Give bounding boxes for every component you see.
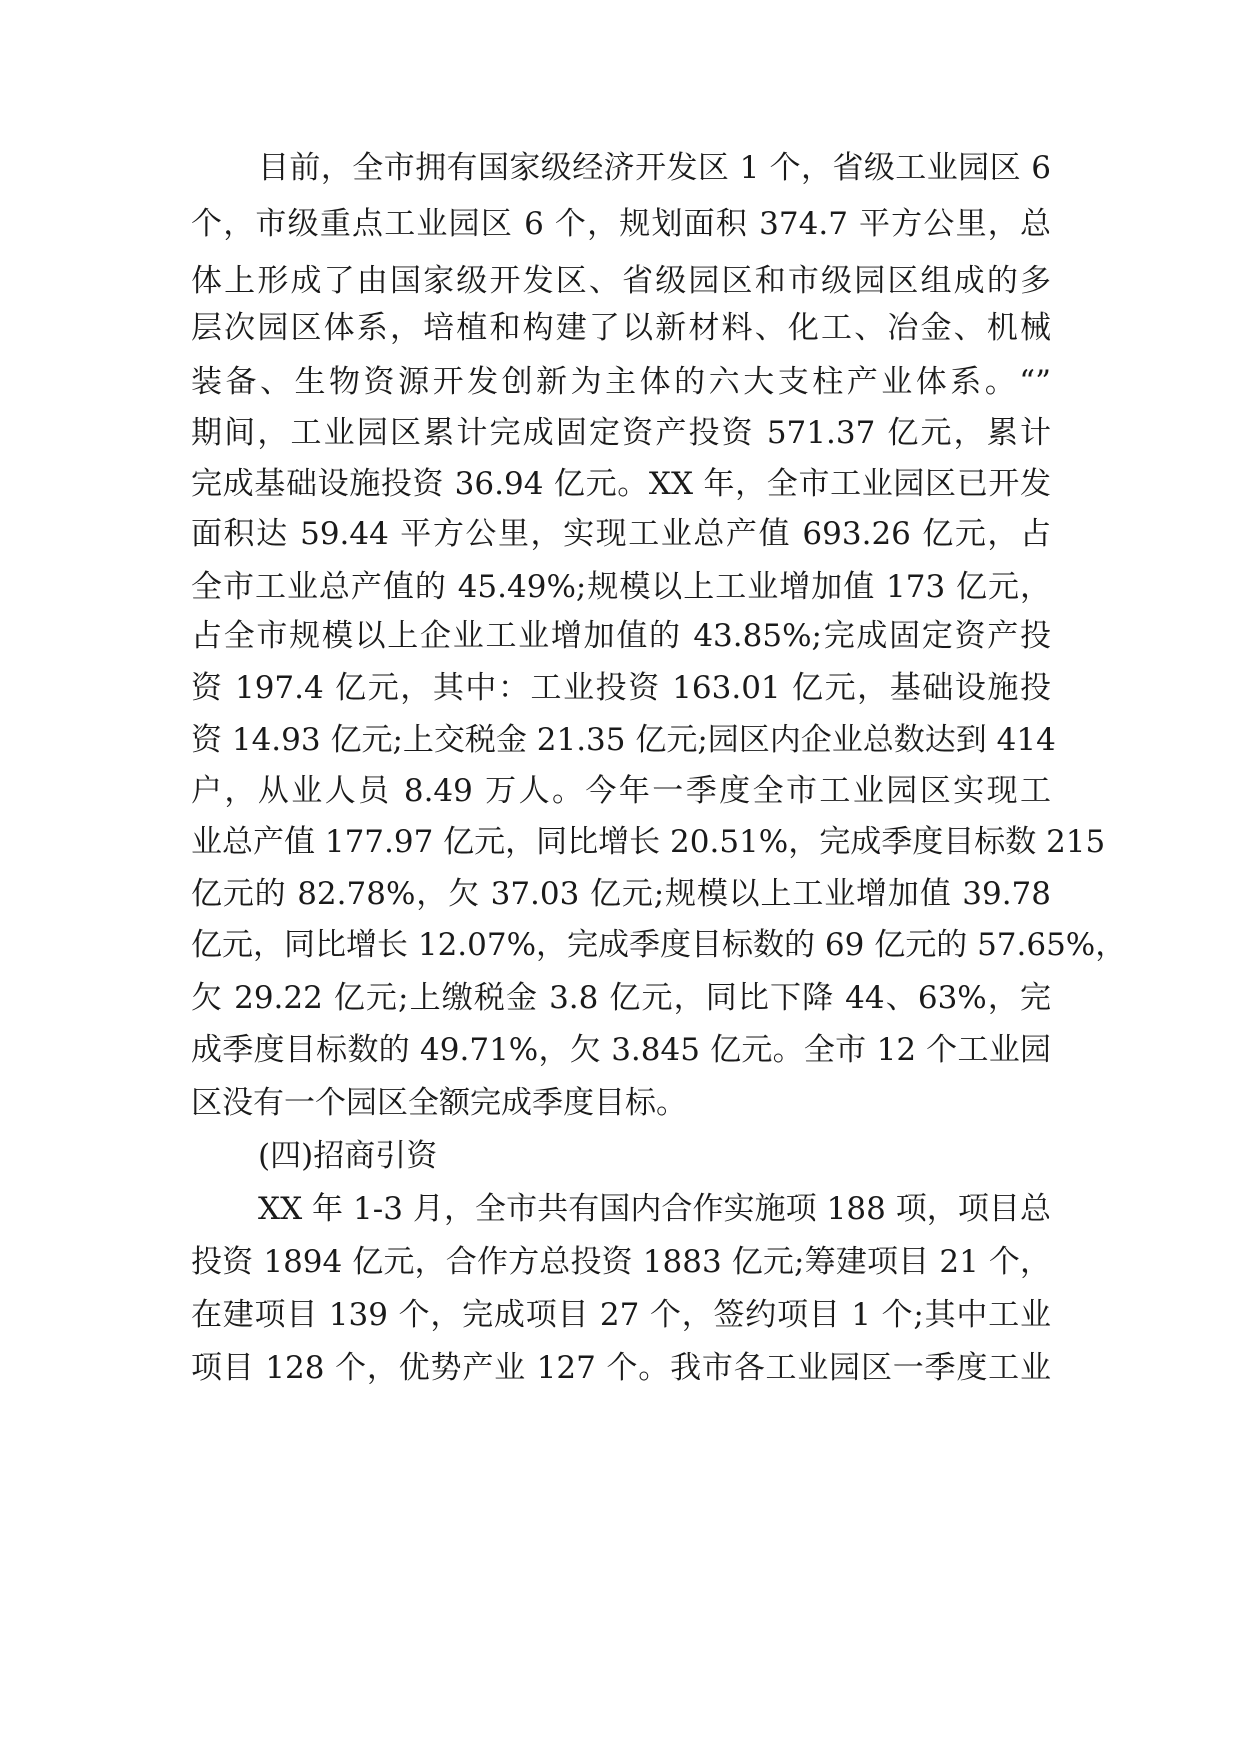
paragraph-line: 项目 128 个，优势产业 127 个。我市各工业园区一季度工业 — [191, 1350, 1051, 1386]
paragraph-line: 成季度目标数的 49.71%，欠 3.845 亿元。全市 12 个工业园 — [191, 1032, 1051, 1068]
paragraph-line: 欠 29.22 亿元;上缴税金 3.8 亿元，同比下降 44、63%，完 — [191, 980, 1051, 1016]
paragraph-line: 层次园区体系，培植和构建了以新材料、化工、冶金、机械 — [191, 310, 1051, 346]
paragraph-line: 亿元的 82.78%，欠 37.03 亿元;规模以上工业增加值 39.78 — [191, 876, 1051, 912]
paragraph-line: 完成基础设施投资 36.94 亿元。XX 年，全市工业园区已开发 — [191, 466, 1051, 502]
paragraph-line: 目前，全市拥有国家级经济开发区 1 个，省级工业园区 6 — [258, 150, 1051, 186]
paragraph-line: 户，从业人员 8.49 万人。今年一季度全市工业园区实现工 — [191, 773, 1051, 809]
paragraph-line: 在建项目 139 个，完成项目 27 个，签约项目 1 个;其中工业 — [191, 1297, 1051, 1333]
section-heading: (四)招商引资 — [258, 1138, 438, 1174]
paragraph-line: 面积达 59.44 平方公里，实现工业总产值 693.26 亿元，占 — [191, 516, 1051, 552]
paragraph-line: 占全市规模以上企业工业增加值的 43.85%;完成固定资产投 — [191, 618, 1051, 654]
paragraph-line: 业总产值 177.97 亿元，同比增长 20.51%，完成季度目标数 215 — [191, 824, 1106, 860]
paragraph-line: 期间，工业园区累计完成固定资产投资 571.37 亿元，累计 — [191, 415, 1051, 451]
paragraph-line: 个，市级重点工业园区 6 个，规划面积 374.7 平方公里，总 — [191, 206, 1051, 242]
paragraph-line: 资 14.93 亿元;上交税金 21.35 亿元;园区内企业总数达到 414 — [191, 722, 1056, 758]
paragraph-line: 投资 1894 亿元，合作方总投资 1883 亿元;筹建项目 21 个， — [191, 1244, 1051, 1280]
paragraph-line: 装备、生物资源开发创新为主体的六大支柱产业体系。“” — [191, 364, 1051, 400]
paragraph-line: 亿元，同比增长 12.07%，完成季度目标数的 69 亿元的 57.65%， — [191, 927, 1127, 963]
paragraph-line: 体上形成了由国家级开发区、省级园区和市级园区组成的多 — [191, 263, 1051, 299]
paragraph-line: 资 197.4 亿元，其中：工业投资 163.01 亿元，基础设施投 — [191, 670, 1051, 706]
paragraph-line: 区没有一个园区全额完成季度目标。 — [191, 1085, 687, 1121]
paragraph-line: XX 年 1-3 月，全市共有国内合作实施项 188 项，项目总 — [258, 1191, 1051, 1227]
paragraph-line: 全市工业总产值的 45.49%;规模以上工业增加值 173 亿元， — [191, 569, 1051, 605]
